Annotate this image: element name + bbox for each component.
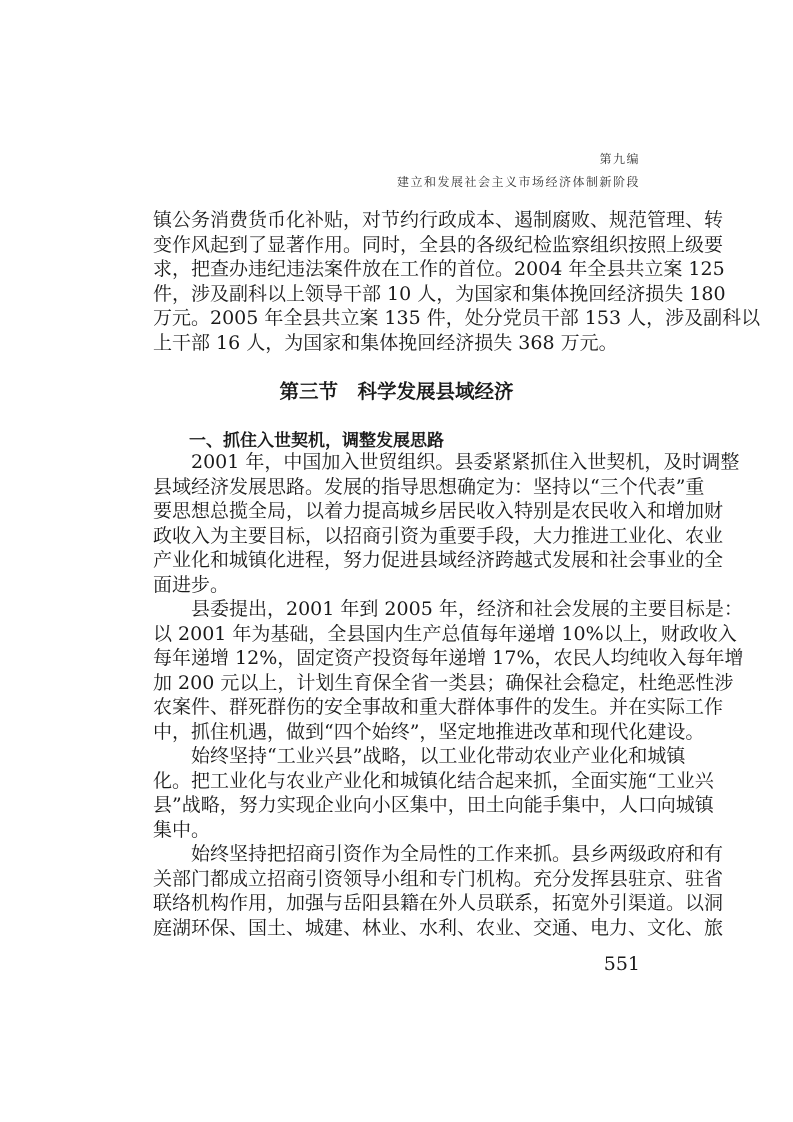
text-line: 中，抓住机遇，做到“四个始终”，坚定地推进改革和现代化建设。 — [153, 720, 705, 743]
text-line: 镇公务消费货币化补贴，对节约行政成本、遏制腐败、规范管理、转 — [153, 209, 724, 231]
text-line: 政收入为主要目标，以招商引资为重要手段，大力推进工业化、农业 — [153, 524, 724, 547]
text-line: 面进步。 — [153, 573, 230, 596]
text-line: 县委提出，2001 年到 2005 年，经济和社会发展的主要目标是： — [191, 598, 743, 620]
text-line: 加 200 元以上，计划生育保全省一类县；确保社会稳定，杜绝恶性涉 — [153, 671, 734, 694]
text-line: 件，涉及副科以上领导干部 10 人，为国家和集体挽回经济损失 180 — [153, 282, 726, 305]
text-line: 县”战略，努力实现企业向小区集中，田土向能手集中，人口向城镇 — [153, 794, 714, 816]
text-line: 求，把查办违纪违法案件放在工作的首位。2004 年全县共立案 125 — [153, 258, 725, 280]
text-line: 万元。2005 年全县共立案 135 件，处分党员干部 153 人，涉及副科以 — [153, 307, 761, 329]
paragraph — [153, 597, 744, 744]
text-line: 要思想总揽全局，以着力提高城乡居民收入特别是农民收入和增加财 — [153, 500, 724, 522]
text-line: 始终坚持“工业兴县”战略，以工业化带动农业产业化和城镇 — [191, 745, 686, 767]
text-line: 2001 年，中国加入世贸组织。县委紧紧抓住入世契机，及时调整 — [191, 451, 740, 473]
paragraph — [153, 208, 761, 355]
running-header-title: 建立和发展社会主义市场经济体制新阶段 — [396, 175, 640, 189]
text-line: 变作风起到了显著作用。同时，全县的各级纪检监察组织按照上级要 — [153, 233, 724, 256]
running-header-part: 第九编 — [599, 152, 640, 166]
subheading: 一、抓住入世契机，调整发展思路 — [189, 431, 444, 451]
text-line: 始终坚持把招商引资作为全局性的工作来抓。县乡两级政府和有 — [191, 843, 724, 865]
text-line: 上干部 16 人，为国家和集体挽回经济损失 368 万元。 — [153, 331, 618, 354]
text-line: 产业化和城镇化进程，努力促进县域经济跨越式发展和社会事业的全 — [153, 549, 724, 571]
text-line: 每年递增 12%，固定资产投资每年递增 17%，农民人均纯收入每年增 — [153, 647, 744, 669]
text-line: 庭湖环保、国土、城建、林业、水利、农业、交通、电力、文化、旅 — [153, 916, 724, 939]
text-line: 联络机构作用，加强与岳阳县籍在外人员联系，拓宽外引渠道。以洞 — [153, 892, 724, 914]
text-line: 县域经济发展思路。发展的指导思想确定为：坚持以“三个代表”重 — [153, 475, 705, 498]
section-title: 第三节 科学发展县域经济 — [279, 380, 514, 403]
paragraph — [153, 744, 714, 842]
text-line: 农案件、群死群伤的安全事故和重大群体事件的发生。并在实际工作 — [153, 696, 724, 718]
text-line: 以 2001 年为基础，全县国内生产总值每年递增 10%以上，财政收入 — [153, 622, 737, 645]
text-line: 关部门都成立招商引资领导小组和专门机构。充分发挥县驻京、驻省 — [153, 867, 724, 890]
text-line: 化。把工业化与农业产业化和城镇化结合起来抓，全面实施“工业兴 — [153, 769, 714, 792]
paragraph — [153, 450, 740, 597]
text-line: 集中。 — [153, 818, 211, 841]
page-number: 551 — [603, 953, 640, 975]
paragraph — [153, 842, 724, 940]
